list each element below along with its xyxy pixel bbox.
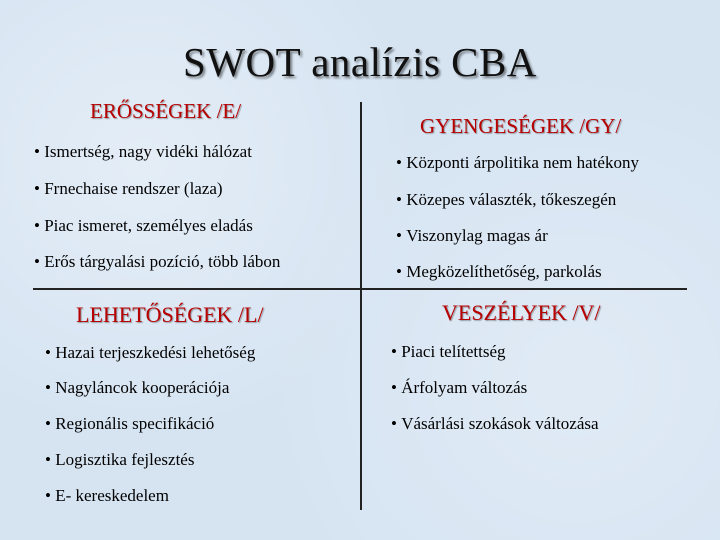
opportunities-item: • Logisztika fejlesztés bbox=[45, 450, 194, 470]
strengths-item: • Erős tárgyalási pozíció, több lábon bbox=[34, 252, 280, 272]
weaknesses-item: • Megközelíthetőség, parkolás bbox=[396, 262, 602, 282]
opportunities-item: • Hazai terjeszkedési lehetőség bbox=[45, 343, 255, 363]
threats-item: • Vásárlási szokások változása bbox=[391, 414, 599, 434]
strengths-item: • Piac ismeret, személyes eladás bbox=[34, 216, 253, 236]
strengths-item: • Frnechaise rendszer (laza) bbox=[34, 179, 223, 199]
weaknesses-item: • Közepes választék, tőkeszegén bbox=[396, 190, 616, 210]
weaknesses-heading: GYENGESÉGEK /GY/ bbox=[420, 114, 622, 138]
weaknesses-item: • Központi árpolitika nem hatékony bbox=[396, 153, 639, 173]
strengths-heading: ERŐSSÉGEK /E/ bbox=[90, 99, 242, 123]
opportunities-heading: LEHETŐSÉGEK /L/ bbox=[76, 302, 264, 327]
opportunities-item: • Regionális specifikáció bbox=[45, 414, 214, 434]
weaknesses-item: • Viszonylag magas ár bbox=[396, 226, 548, 246]
threats-heading: VESZÉLYEK /V/ bbox=[442, 300, 601, 325]
threats-item: • Árfolyam változás bbox=[391, 378, 527, 398]
opportunities-item: • Nagyláncok kooperációja bbox=[45, 378, 229, 398]
threats-item: • Piaci telítettség bbox=[391, 342, 506, 362]
strengths-item: • Ismertség, nagy vidéki hálózat bbox=[34, 142, 252, 162]
horizontal-divider bbox=[33, 288, 687, 290]
vertical-divider bbox=[360, 102, 362, 510]
opportunities-item: • E- kereskedelem bbox=[45, 486, 169, 506]
slide-title: SWOT analízis CBA bbox=[183, 39, 537, 85]
